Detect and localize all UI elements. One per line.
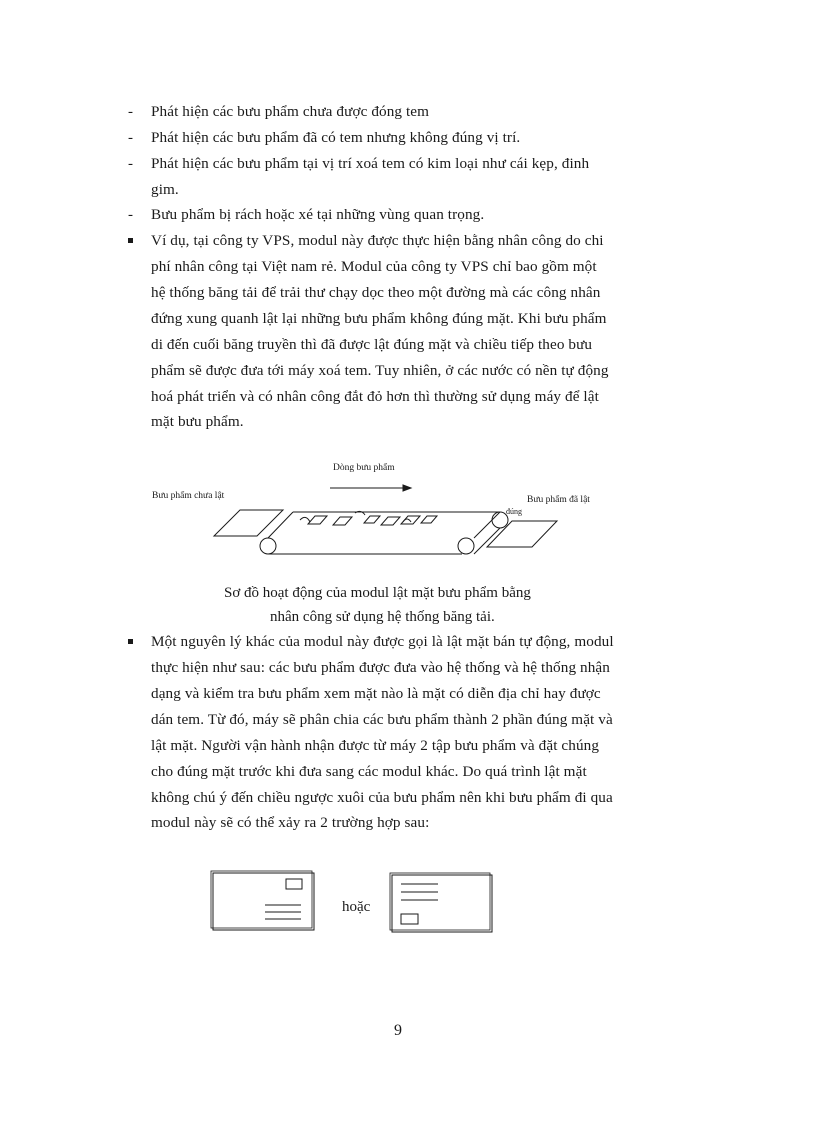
text-line: Phát hiện các bưu phẩm tại vị trí xoá tem có kim loại như cái kẹp, đinh <box>151 155 590 172</box>
text-line: phí nhân công tại Việt nam rẻ. Modul của công ty VPS chỉ bao gồm một <box>151 258 597 275</box>
right-label: Bưu phẩm đã lật <box>527 495 590 505</box>
text-line: di đến cuối băng truyền thì đã được lật đúng mặt và chiều tiếp theo bưu <box>151 336 593 353</box>
text-line: mặt bưu phẩm. <box>151 413 244 430</box>
text-line: không chú ý đến chiều ngược xuôi của bưu phẩm nên khi bưu phẩm đi qua <box>151 789 613 806</box>
right-label-tail: đúng <box>506 507 522 516</box>
envelope-reversed-icon <box>390 873 492 932</box>
text-line: modul này sẽ có thể xảy ra 2 trường hợp sau: <box>151 814 430 831</box>
dash-bullet: - <box>128 104 133 120</box>
text-line: Ví dụ, tại công ty VPS, modul này được thực hiện bằng nhân công do chi <box>151 232 604 249</box>
or-label: hoặc <box>342 899 371 915</box>
text-line: dán tem. Từ đó, máy sẽ phân chia các bưu phẩm thành 2 phần đúng mặt và <box>151 711 613 728</box>
text-line: thực hiện như sau: các bưu phẩm được đưa vào hệ thống và hệ thống nhận <box>151 659 610 676</box>
text-line: đứng xung quanh lật lại những bưu phẩm không đúng mặt. Khi bưu phẩm <box>151 310 607 327</box>
text-line: cho đúng mặt trước khi đưa sang các modul khác. Do quá trình lật mặt <box>151 763 587 780</box>
text-line: dạng và kiểm tra bưu phẩm xem mặt nào là mặt có diễn địa chỉ hay được <box>151 685 601 702</box>
text-line: Một nguyên lý khác của modul này được gọi là lật mặt bán tự động, modul <box>151 633 614 650</box>
flow-label: Dòng bưu phẩm <box>333 463 395 473</box>
text-line: Phát hiện các bưu phẩm đã có tem nhưng không đúng vị trí. <box>151 129 521 146</box>
figure-caption: Sơ đồ hoạt động của modul lật mặt bưu phẩm bằng <box>224 585 531 601</box>
envelope-normal-icon <box>211 871 314 930</box>
text-line: lật mặt. Người vận hành nhận được từ máy 2 tập bưu phẩm và đặt chúng <box>151 737 600 754</box>
text-line: Phát hiện các bưu phẩm chưa được đóng tem <box>151 103 430 120</box>
text-line: Bưu phẩm bị rách hoặc xé tại những vùng quan trọng. <box>151 206 485 223</box>
dash-bullet: - <box>128 130 133 146</box>
left-label: Bưu phẩm chưa lật <box>152 491 225 501</box>
text-line: hoá phát triển và có nhân công đắt đỏ hơn thì thường sử dụng máy để lật <box>151 388 599 405</box>
text-line: hệ thống băng tải để trải thư chạy dọc theo một đường mà các công nhân <box>151 284 601 301</box>
text-line: phẩm sẽ được đưa tới máy xoá tem. Tuy nhiên, ở các nước có nền tự động <box>151 362 609 379</box>
figure-caption: nhân công sử dụng hệ thống băng tải. <box>270 609 495 625</box>
dash-bullet: - <box>128 156 133 172</box>
text-line: gim. <box>151 181 179 198</box>
dash-bullet: - <box>128 207 133 223</box>
page-number: 9 <box>394 1022 402 1039</box>
